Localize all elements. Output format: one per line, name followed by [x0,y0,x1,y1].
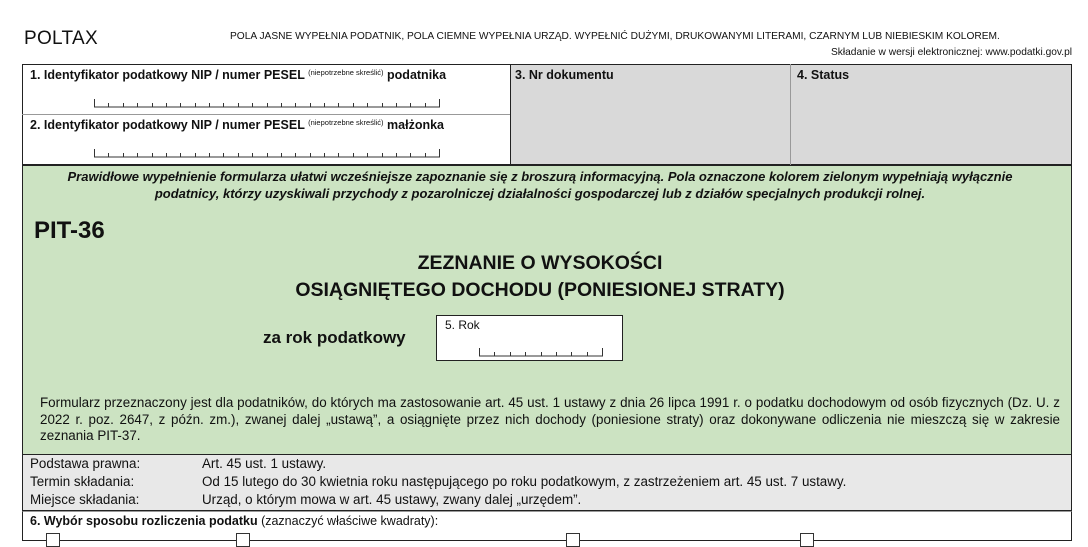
deadline-value: Od 15 lutego do 30 kwietnia roku następującego po roku podatkowym, z zastrzeżeniem art. 45 ust. 7 ustawy. [202,474,847,489]
section-6-title: 6. Wybór sposobu rozliczenia podatku [30,514,258,528]
filing-place-value: Urząd, o którym mowa w art. 45 ustawy, zwany dalej „urzędem”. [202,492,582,507]
field-5-year[interactable] [436,315,623,361]
field-1-input[interactable] [94,96,440,114]
section-6-hint: (zaznaczyć właściwe kwadraty): [261,514,439,528]
electronic-filing-note: Składanie w wersji elektronicznej: www.podatki.gov.pl [830,47,1072,58]
tax-year-label: za rok podatkowy [263,328,406,347]
settlement-checkbox-2[interactable] [236,533,250,547]
settlement-checkbox-1[interactable] [46,533,60,547]
field-3-document-number: 3. Nr dokumentu [515,68,614,82]
section-6-label [30,514,438,528]
form-title-line-1: ZEZNANIE O WYSOKOŚCI [417,252,663,274]
field-1-small: (niepotrzebne skreślić) [308,68,384,77]
field-4-status: 4. Status [797,68,850,82]
deadline-key: Termin składania: [30,474,135,489]
poltax-brand: POLTAX [24,28,98,49]
field-1-tick-marks [94,97,440,109]
field-5-label: 5. Rok [445,318,480,332]
legal-basis-value: Art. 45 ust. 1 ustawy. [202,456,327,471]
field-5-tick-marks [479,346,603,358]
field-2-tick-marks [94,147,440,159]
field-2-label [30,118,444,132]
legal-basis-key: Podstawa prawna: [30,456,141,471]
field-divider [22,114,510,115]
filing-place-key: Miejsce składania: [30,492,140,507]
field-2-input[interactable] [94,146,440,164]
field-1-label [30,68,446,82]
form-title-line-2: OSIĄGNIĘTEGO DOCHODU (PONIESIONEJ STRATY) [295,279,785,301]
form-code: PIT-36 [34,217,105,244]
form-description: Formularz przeznaczony jest dla podatników, do których ma zastosowanie art. 45 ust. 1 ustawy z dnia 26 lipca 1991 r. o podatku dochodowym od osób fizycznych (Dz. U. z 2022 r. poz. 2647, z późn. zm.), zwanej dalej „ustawą”, a osiągnięte przez nich dochody (poniesione straty) oraz dokonywane odliczenia nie mieszczą się w zakresie zeznania PIT-37. [40,395,1060,443]
gray-divider [790,64,791,165]
settlement-checkbox-3[interactable] [566,533,580,547]
form-title [200,250,880,304]
field-2-suffix: małżonka [387,118,444,132]
field-2-small: (niepotrzebne skreślić) [308,118,384,127]
field-2-main: 2. Identyfikator podatkowy NIP / numer PESEL [30,118,305,132]
settlement-checkbox-4[interactable] [800,533,814,547]
filling-notice: Prawidłowe wypełnienie formularza ułatwi wcześniejsze zapoznanie się z broszurą informacyjną. Pola oznaczone kolorem zielonym wypełniają wyłącznie podatnicy, którzy uzyskiwali przychody z pozarolniczej działalności gospodarczej lub z działów specjalnych produkcji rolnej. [67,169,1013,201]
fill-instructions: POLA JASNE WYPEŁNIA PODATNIK, POLA CIEMNE WYPEŁNIA URZĄD. WYPEŁNIĆ DUŻYMI, DRUKOWANYMI LITERAMI, CZARNYM LUB NIEBIESKIM KOLOREM. [230,31,1000,42]
field-1-suffix: podatnika [387,68,447,82]
field-1-main: 1. Identyfikator podatkowy NIP / numer PESEL [30,68,305,82]
